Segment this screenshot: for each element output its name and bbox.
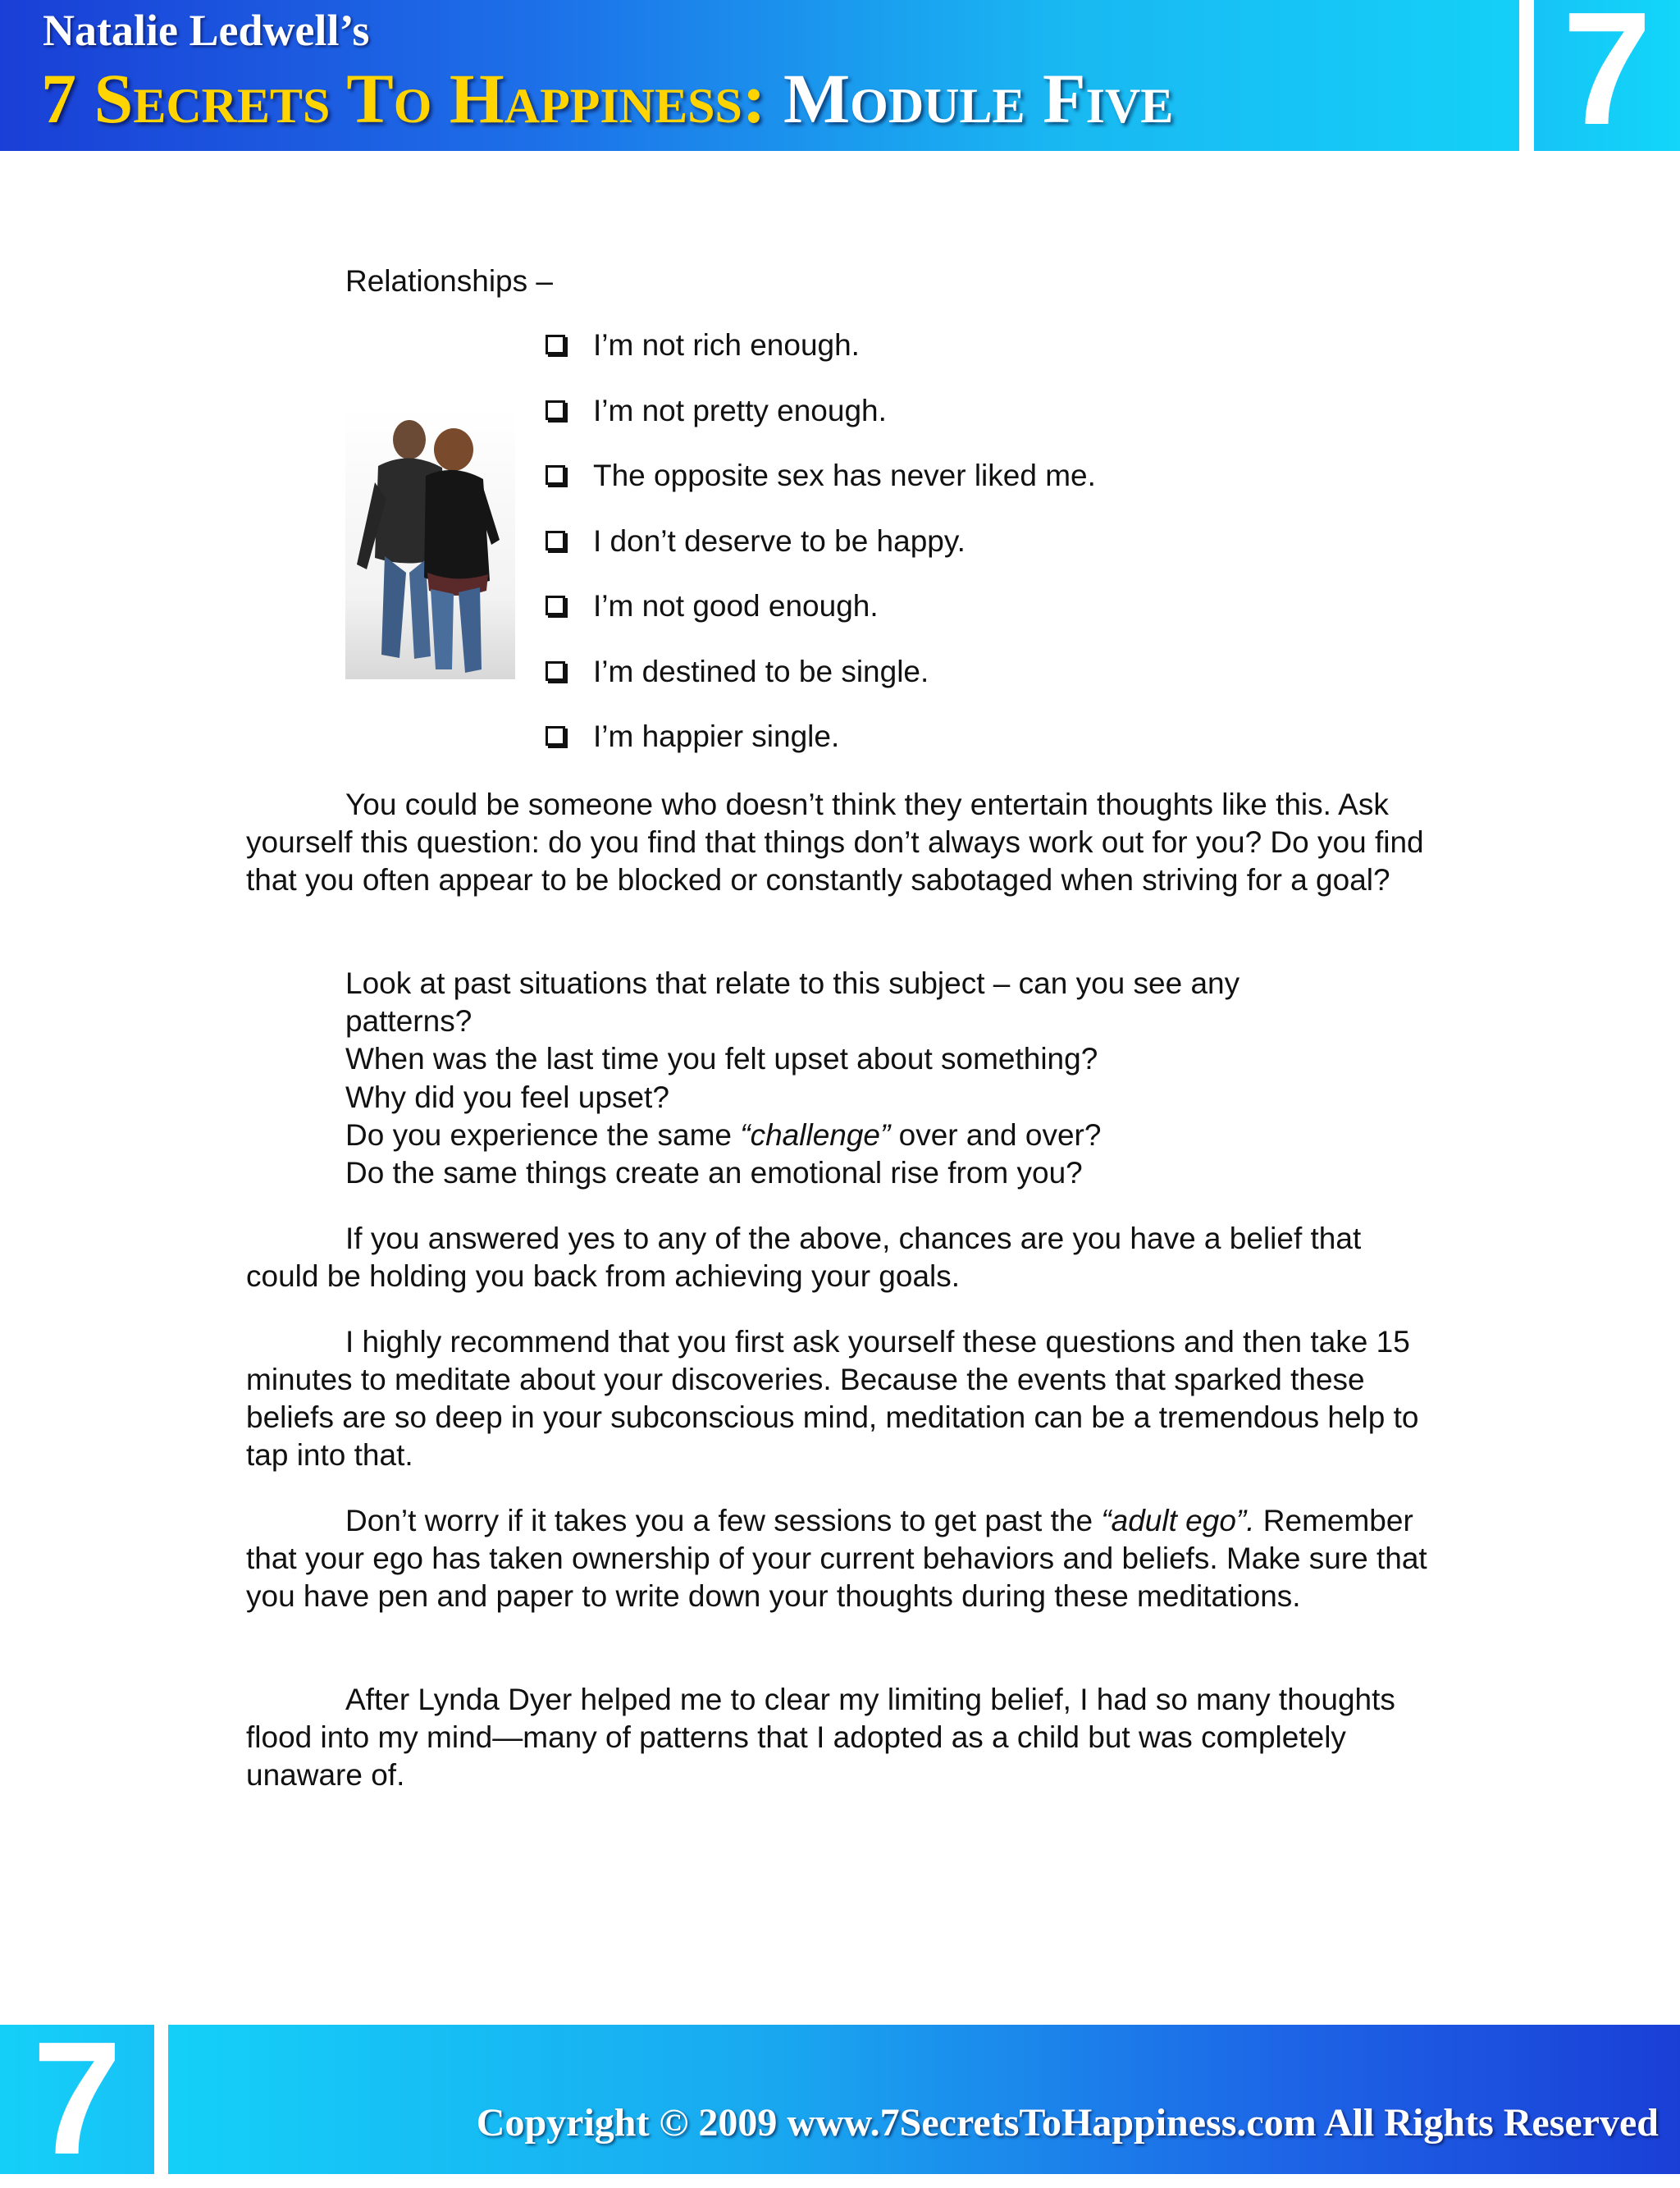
paragraph-2 (246, 1220, 1436, 1295)
question-4-post: over and over? (890, 1117, 1102, 1152)
footer-band (168, 2025, 1680, 2174)
question-4-pre: Do you experience the same (345, 1117, 741, 1152)
document-title (41, 57, 1173, 139)
paragraph-4 (246, 1502, 1436, 1615)
belief-text: The opposite sex has never liked me. (593, 459, 1096, 492)
header-module-number: 7 (1562, 0, 1652, 158)
couple-illustration (345, 409, 515, 679)
reflection-questions (345, 965, 1371, 1192)
checkbox-icon (546, 335, 565, 354)
checkbox-icon (546, 465, 565, 485)
checkbox-icon (546, 661, 565, 681)
page-number: 7 (32, 2008, 122, 2188)
paragraph-1 (246, 786, 1436, 899)
question-4 (345, 1117, 1371, 1154)
copyright-notice: Copyright © 2009 www.7SecretsToHappiness.com All Rights Reserved (476, 2101, 1659, 2145)
belief-text: I’m happier single. (593, 719, 840, 753)
paragraph-4-post: Remember that your ego has taken ownership of your current behaviors and beliefs. Make sure that you have pen and paper to write down your thoughts during these meditations. (246, 1504, 1427, 1613)
paragraph-1-text: You could be someone who doesn’t think they entertain thoughts like this. Ask yourself this question: do you find that things don’t always work out for you? Do you find that you often appear to be blocked or constantly sabotaged when striving for a goal? (246, 788, 1424, 897)
paragraph-3 (246, 1323, 1436, 1474)
belief-text: I’m destined to be single. (593, 655, 929, 688)
question-4-emphasis: “challenge” (740, 1117, 891, 1152)
paragraph-4-emphasis: “adult ego”. (1101, 1504, 1255, 1537)
question-2: When was the last time you felt upset about something? (345, 1042, 1098, 1076)
checkbox-icon (546, 596, 565, 615)
author-name: Natalie Ledwell’s (43, 6, 370, 55)
title-module: Module Five (783, 59, 1174, 138)
question-3: Why did you feel upset? (345, 1080, 669, 1114)
belief-text: I’m not rich enough. (593, 328, 860, 362)
checkbox-icon (546, 726, 565, 746)
question-1: Look at past situations that relate to this subject – can you see any patterns? (345, 966, 1240, 1039)
paragraph-5 (246, 1681, 1436, 1794)
belief-text: I’m not good enough. (593, 589, 879, 623)
paragraph-4-pre: Don’t worry if it takes you a few sessions to get past the (345, 1504, 1102, 1537)
paragraph-5-text: After Lynda Dyer helped me to clear my limiting belief, I had so many thoughts flood into my mind—many of patterns that I adopted as a child but was completely unaware of. (246, 1683, 1395, 1792)
question-5: Do the same things create an emotional rise from you? (345, 1156, 1083, 1190)
paragraph-2-text: If you answered yes to any of the above, chances are you have a belief that could be holding you back from achieving your goals. (246, 1222, 1362, 1293)
page-header (0, 0, 1680, 158)
section-label: Relationships – (345, 264, 553, 298)
couple-photo (345, 409, 515, 679)
paragraph-3-text: I highly recommend that you first ask yourself these questions and then take 15 minutes to meditate about your discoveries. Because the events that sparked these beliefs are so deep in your subconscious mind, meditation can be a tremendous help to tap into that. (246, 1325, 1419, 1472)
title-highlight: 7 Secrets To Happiness: (41, 59, 766, 138)
checkbox-icon (546, 400, 565, 420)
belief-text: I’m not pretty enough. (593, 394, 887, 427)
checkbox-icon (546, 531, 565, 550)
belief-text: I don’t deserve to be happy. (593, 524, 966, 558)
